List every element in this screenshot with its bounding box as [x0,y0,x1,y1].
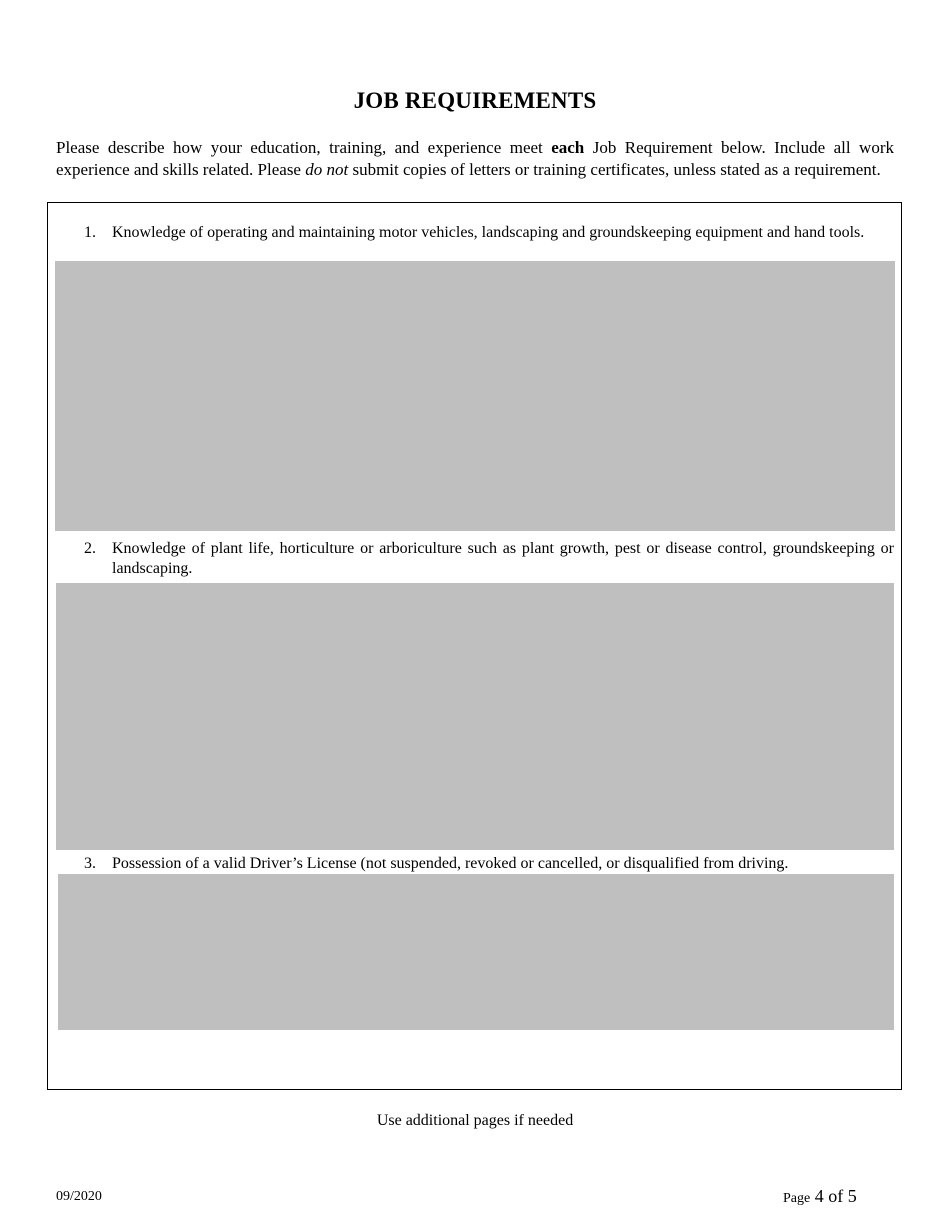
instructions-text-1: Please describe how your education, training, and experience meet [56,138,552,157]
instructions-emphasis-each: each [551,138,585,157]
requirement-3 [84,854,894,874]
requirement-1-number: 1. [84,224,96,241]
instructions-text-3: submit copies of letters or training certificates, unless stated as a requirement. [348,159,881,179]
form-revision-date: 09/2020 [56,1189,102,1204]
requirement-2-number: 2. [84,540,96,557]
requirement-1-answer-field[interactable] [55,261,895,531]
requirement-1-text: Knowledge of operating and maintaining motor vehicles, landscaping and groundskeeping equipment and hand tools. [112,224,865,241]
instructions-paragraph [56,137,894,180]
page-number [783,1186,857,1207]
page-title: JOB REQUIREMENTS [353,88,597,113]
requirement-2 [84,539,894,578]
additional-pages-note: Use additional pages if needed [376,1112,574,1129]
requirement-3-answer-field[interactable] [58,874,894,1030]
instructions-text-2: Job Requirement below. Include all work experience and skills related. Please [56,138,894,179]
page-label: Page [783,1191,811,1206]
requirement-2-text: Knowledge of plant life, horticulture or arboriculture such as plant growth, pest or disease control, groundskeeping or landscaping. [112,540,894,577]
page-number-value: 4 of 5 [814,1186,857,1206]
requirement-2-answer-field[interactable] [56,583,894,850]
instructions-emphasis-do-not: do not [305,159,349,179]
requirement-1 [84,223,894,243]
requirement-3-number: 3. [84,855,96,872]
requirement-3-text: Possession of a valid Driver’s License (not suspended, revoked or cancelled, or disqualified from driving. [112,855,789,872]
